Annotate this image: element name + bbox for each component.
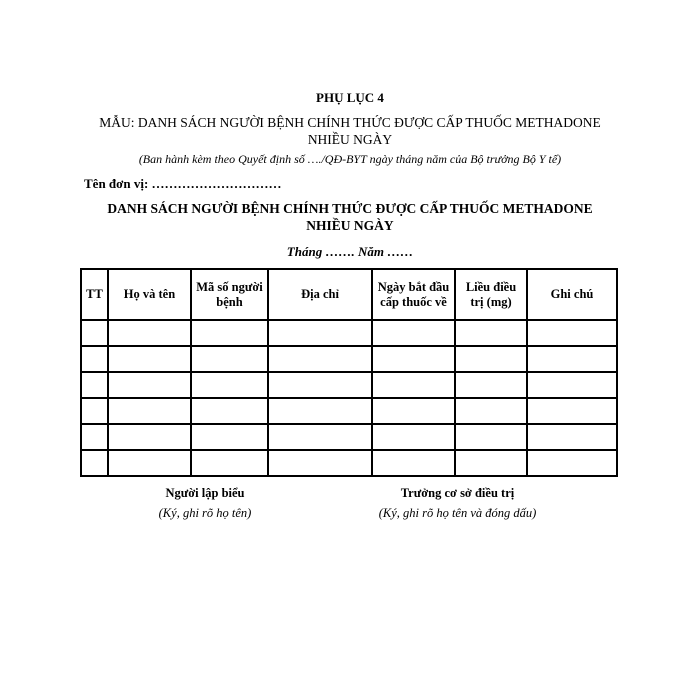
table-cell xyxy=(372,424,455,450)
table-cell xyxy=(268,320,372,346)
column-header-line: cấp thuốc về xyxy=(380,294,447,309)
table-cell xyxy=(372,398,455,424)
table-cell xyxy=(268,424,372,450)
table-cell xyxy=(268,372,372,398)
table-cell xyxy=(527,346,617,372)
table-cell xyxy=(268,346,372,372)
table-cell xyxy=(191,346,268,372)
month-year-line: Tháng ……. Năm …… xyxy=(286,244,414,259)
table-cell xyxy=(191,320,268,346)
table-cell xyxy=(81,450,108,476)
table-cell xyxy=(527,398,617,424)
table-cell xyxy=(268,450,372,476)
table-cell xyxy=(527,450,617,476)
table-header-row xyxy=(81,269,617,320)
table-cell xyxy=(108,398,191,424)
column-header-dose xyxy=(455,269,527,320)
column-header-line: Địa chỉ xyxy=(301,287,339,301)
patient-list-table xyxy=(80,268,618,477)
list-title-line-1: DANH SÁCH NGƯỜI BỆNH CHÍNH THỨC ĐƯỢC CẤP THUỐC METHADONE xyxy=(107,201,593,216)
table-cell xyxy=(455,424,527,450)
table-cell xyxy=(372,372,455,398)
facility-head-hint: (Ký, ghi rõ họ tên và đóng dấu) xyxy=(378,506,537,520)
table-row xyxy=(81,450,617,476)
table-cell xyxy=(81,372,108,398)
table-cell xyxy=(108,424,191,450)
table-cell xyxy=(191,450,268,476)
column-header-line: Ngày bắt đầu xyxy=(377,279,450,294)
table-cell xyxy=(191,424,268,450)
table-body xyxy=(81,320,617,476)
table-row xyxy=(81,320,617,346)
column-header-line: bệnh xyxy=(216,294,243,309)
preparer-hint: (Ký, ghi rõ họ tên) xyxy=(158,506,252,520)
table-cell xyxy=(108,346,191,372)
column-header-line: Họ và tên xyxy=(123,287,176,301)
preparer-role: Người lập biểu xyxy=(165,486,245,500)
column-header-notes xyxy=(527,269,617,320)
table-cell xyxy=(455,372,527,398)
facility-head-role: Trưởng cơ sở điều trị xyxy=(400,486,515,500)
column-header-line: Liều điều xyxy=(465,279,517,294)
table-cell xyxy=(527,424,617,450)
table-cell xyxy=(455,320,527,346)
table-cell xyxy=(372,450,455,476)
table-row xyxy=(81,424,617,450)
table-cell xyxy=(108,320,191,346)
table-cell xyxy=(455,346,527,372)
column-header-address xyxy=(268,269,372,320)
table-cell xyxy=(372,320,455,346)
table-cell xyxy=(81,398,108,424)
table-row xyxy=(81,372,617,398)
column-header-line: TT xyxy=(86,287,103,301)
issued-note: (Ban hành kèm theo Quyết định số …./QĐ-BYT ngày tháng năm của Bộ trưởng Bộ Y tế) xyxy=(138,152,562,166)
table-cell xyxy=(455,398,527,424)
column-header-line: Mã số người xyxy=(196,279,263,294)
column-header-line: Ghi chú xyxy=(550,287,594,301)
form-title-line-1: MẪU: DANH SÁCH NGƯỜI BỆNH CHÍNH THỨC ĐƯỢC CẤP THUỐC METHADONE xyxy=(99,115,601,130)
unit-name-line: Tên đơn vị: ………………………… xyxy=(84,176,282,191)
table-cell xyxy=(108,450,191,476)
table-cell xyxy=(81,346,108,372)
column-header-tt xyxy=(81,269,108,320)
table-cell xyxy=(108,372,191,398)
facility-head-signature-block xyxy=(355,485,560,521)
table-cell xyxy=(455,450,527,476)
form-title-line-2: NHIỀU NGÀY xyxy=(307,132,393,147)
table-row xyxy=(81,398,617,424)
table-cell xyxy=(81,320,108,346)
table-cell xyxy=(372,346,455,372)
column-header-full-name xyxy=(108,269,191,320)
table-cell xyxy=(527,372,617,398)
column-header-start-date xyxy=(372,269,455,320)
column-header-patient-code xyxy=(191,269,268,320)
table-cell xyxy=(81,424,108,450)
table-cell xyxy=(268,398,372,424)
column-header-line: trị (mg) xyxy=(470,294,512,309)
appendix-title: PHỤ LỤC 4 xyxy=(316,90,384,105)
table-row xyxy=(81,346,617,372)
list-title-line-2: NHIỀU NGÀY xyxy=(306,218,394,233)
table-cell xyxy=(527,320,617,346)
preparer-signature-block xyxy=(130,485,280,521)
table-cell xyxy=(191,372,268,398)
table-cell xyxy=(191,398,268,424)
